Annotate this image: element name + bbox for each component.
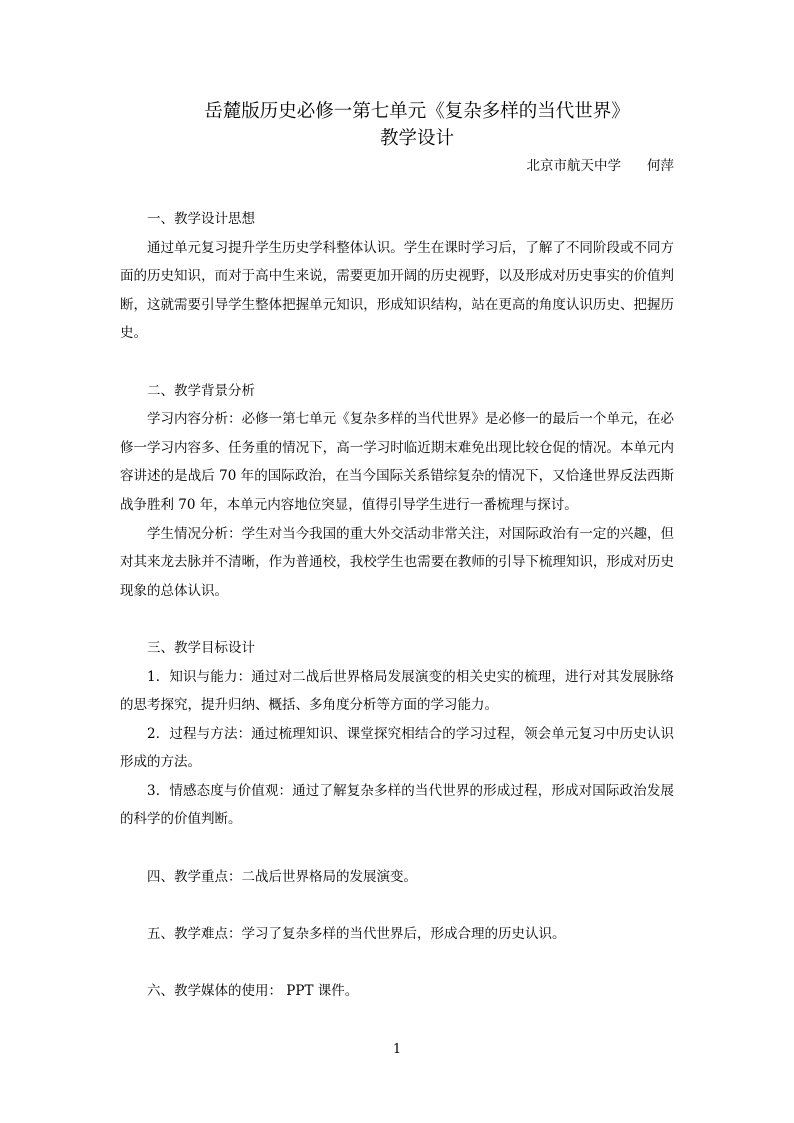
paragraph: 通过单元复习提升学生历史学科整体认识。学生在课时学习后，了解了不同阶段或不同方面的历史知识，而对于高中生来说，需要更加开阔的历史视野，以及形成对历史事实的价值判断，这就需要引导学生整体把握单元知识，形成知识结构，站在更高的角度认识历史、把握历史。 — [120, 239, 674, 342]
paragraph: 2．过程与方法：通过梳理知识、课堂探究相结合的学习过程，领会单元复习中历史认识形成的方法。 — [120, 725, 674, 771]
section-heading: 三、教学目标设计 — [147, 639, 255, 656]
paragraph: 1．知识与能力：通过对二战后世界格局发展演变的相关史实的梳理，进行对其发展脉络的思考探究，提升归纳、概括、多角度分析等方面的学习能力。 — [120, 668, 674, 714]
difficulty-heading: 五、教学难点：学习了复杂多样的当代世界后，形成合理的历史认识。 — [147, 925, 566, 942]
paragraph: 学生情况分析：学生对当今我国的重大外交活动非常关注，对国际政治有一定的兴趣，但对其来龙去脉并不清晰，作为普通校，我校学生也需要在教师的引导下梳理知识，形成对历史现象的总体认识。 — [120, 525, 674, 599]
paragraph: 3．情感态度与价值观：通过了解复杂多样的当代世界的形成过程，形成对国际政治发展的科学的价值判断。 — [120, 782, 674, 828]
document-subtitle: 教学设计 — [379, 128, 454, 149]
document-title: 岳麓版历史必修一第七单元《复杂多样的当代世界》 — [204, 101, 630, 122]
author-line — [527, 156, 675, 176]
section-heading: 一、教学设计思想 — [147, 211, 255, 227]
author-name: 何萍 — [647, 158, 674, 174]
author-school: 北京市航天中学 — [526, 158, 621, 174]
page-number: 1 — [392, 1042, 402, 1057]
key-point-heading: 四、教学重点：二战后世界格局的发展演变。 — [147, 868, 417, 885]
section-heading: 二、教学背景分析 — [147, 382, 255, 399]
document-body — [120, 205, 674, 1006]
media-heading: 六、教学媒体的使用： PPT 课件。 — [147, 983, 359, 1000]
paragraph: 学习内容分析：必修一第七单元《复杂多样的当代世界》是必修一的最后一个单元，在必修一学习内容多、任务重的情况下，高一学习时临近期末难免出现比较仓促的情况。本单元内容讲述的是战后 70 年的国际政治，在当今国际关系错综复杂的情况下，又恰逢世界反法西斯战争胜利 70 年，本单元内容地位突显，值得引导学生进行一番梳理与探讨。 — [120, 411, 674, 513]
